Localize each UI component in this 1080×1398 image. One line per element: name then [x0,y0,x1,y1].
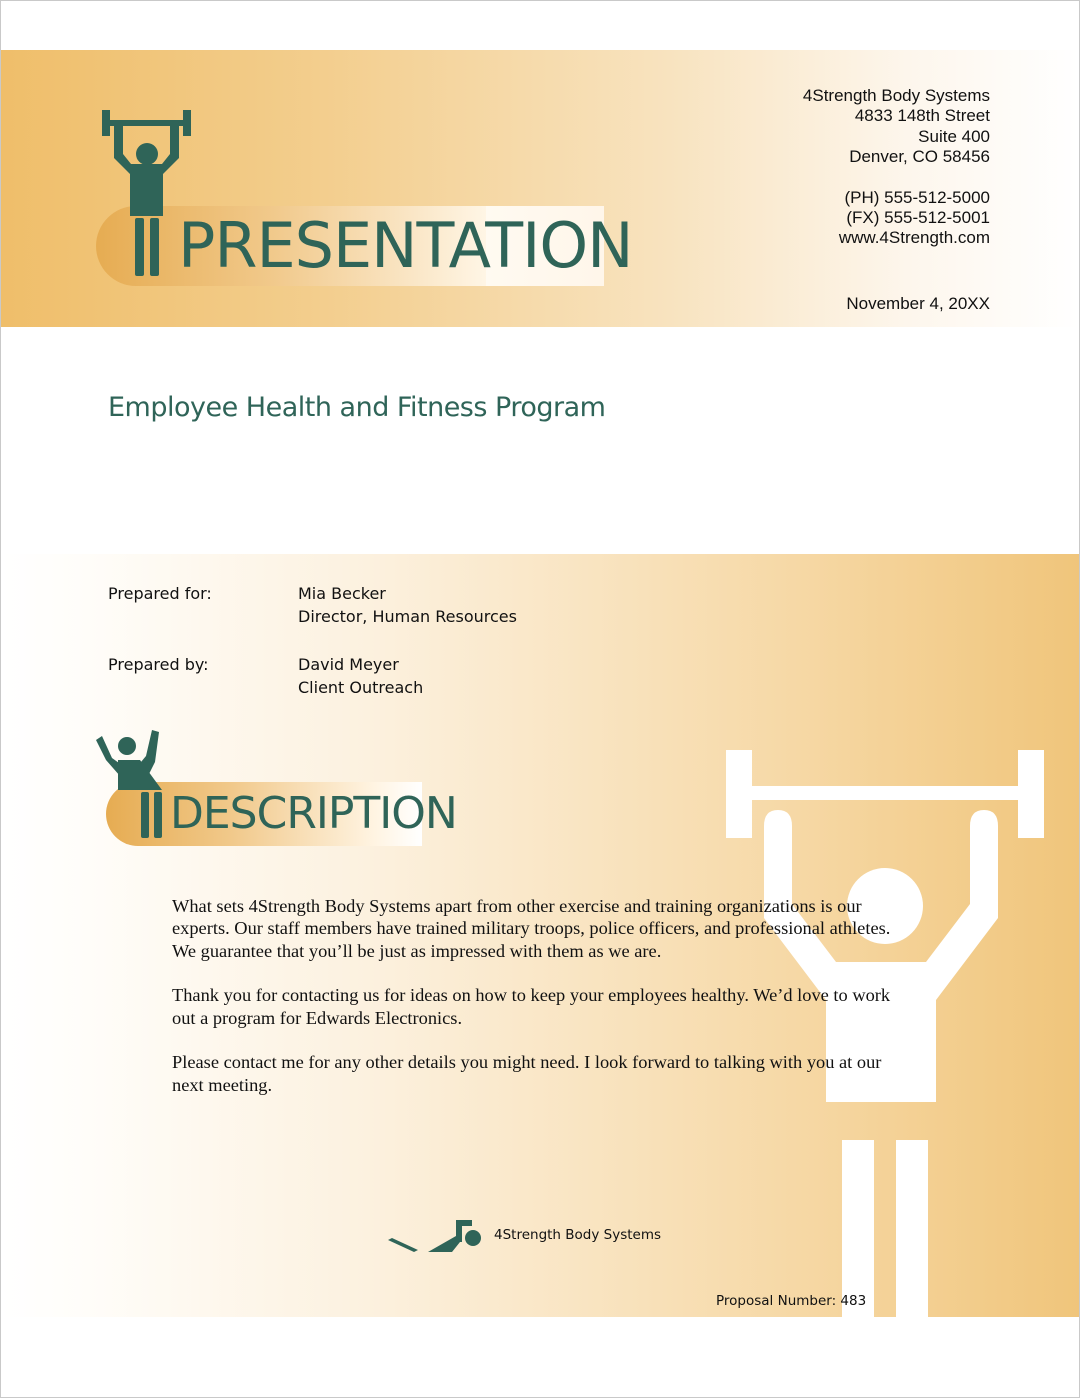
prepared-for-title: Director, Human Resources [298,607,517,626]
document-date: November 4, 20XX [846,294,990,313]
presentation-title: PRESENTATION [178,209,633,282]
prepared-for-name: Mia Becker [298,584,386,603]
description-paragraph-1: What sets 4Strength Body Systems apart from other exercise and training organizations is our experts. Our staff members have trained military troops, police officers, and professional athletes. We guarantee that you’ll be just as impressed with them as we are. [172,896,891,961]
prepared-for-label: Prepared for: [108,584,212,603]
program-title: Employee Health and Fitness Program [108,392,606,423]
proposal-number: Proposal Number: 483 [716,1293,867,1309]
company-fax: (FX) 555-512-5001 [846,208,990,228]
company-city: Denver, CO 58456 [849,147,990,167]
prepared-by-label: Prepared by: [108,655,209,674]
prepared-by-name: David Meyer [298,655,399,674]
description-heading: DESCRIPTION [170,788,457,839]
contact-block [803,86,990,249]
cheering-figure-icon [94,710,174,840]
company-suite: Suite 400 [918,126,990,146]
footer-company: 4Strength Body Systems [494,1227,662,1243]
company-street: 4833 148th Street [854,106,990,126]
company-phone: (PH) 555-512-5000 [844,187,990,207]
description-paragraph-2: Thank you for contacting us for ideas on how to keep your employees healthy. We’d love to work out a program for Edwards Electronics. [172,985,891,1028]
company-name: 4Strength Body Systems [802,86,990,105]
prepared-by-title: Client Outreach [298,678,424,697]
description-paragraph-3: Please contact me for any other details you might need. I look forward to talking with you at our next meeting. [172,1052,882,1095]
company-website[interactable]: www.4Strength.com [838,228,990,248]
description-body [172,895,892,1119]
swimmer-icon [388,1218,488,1254]
